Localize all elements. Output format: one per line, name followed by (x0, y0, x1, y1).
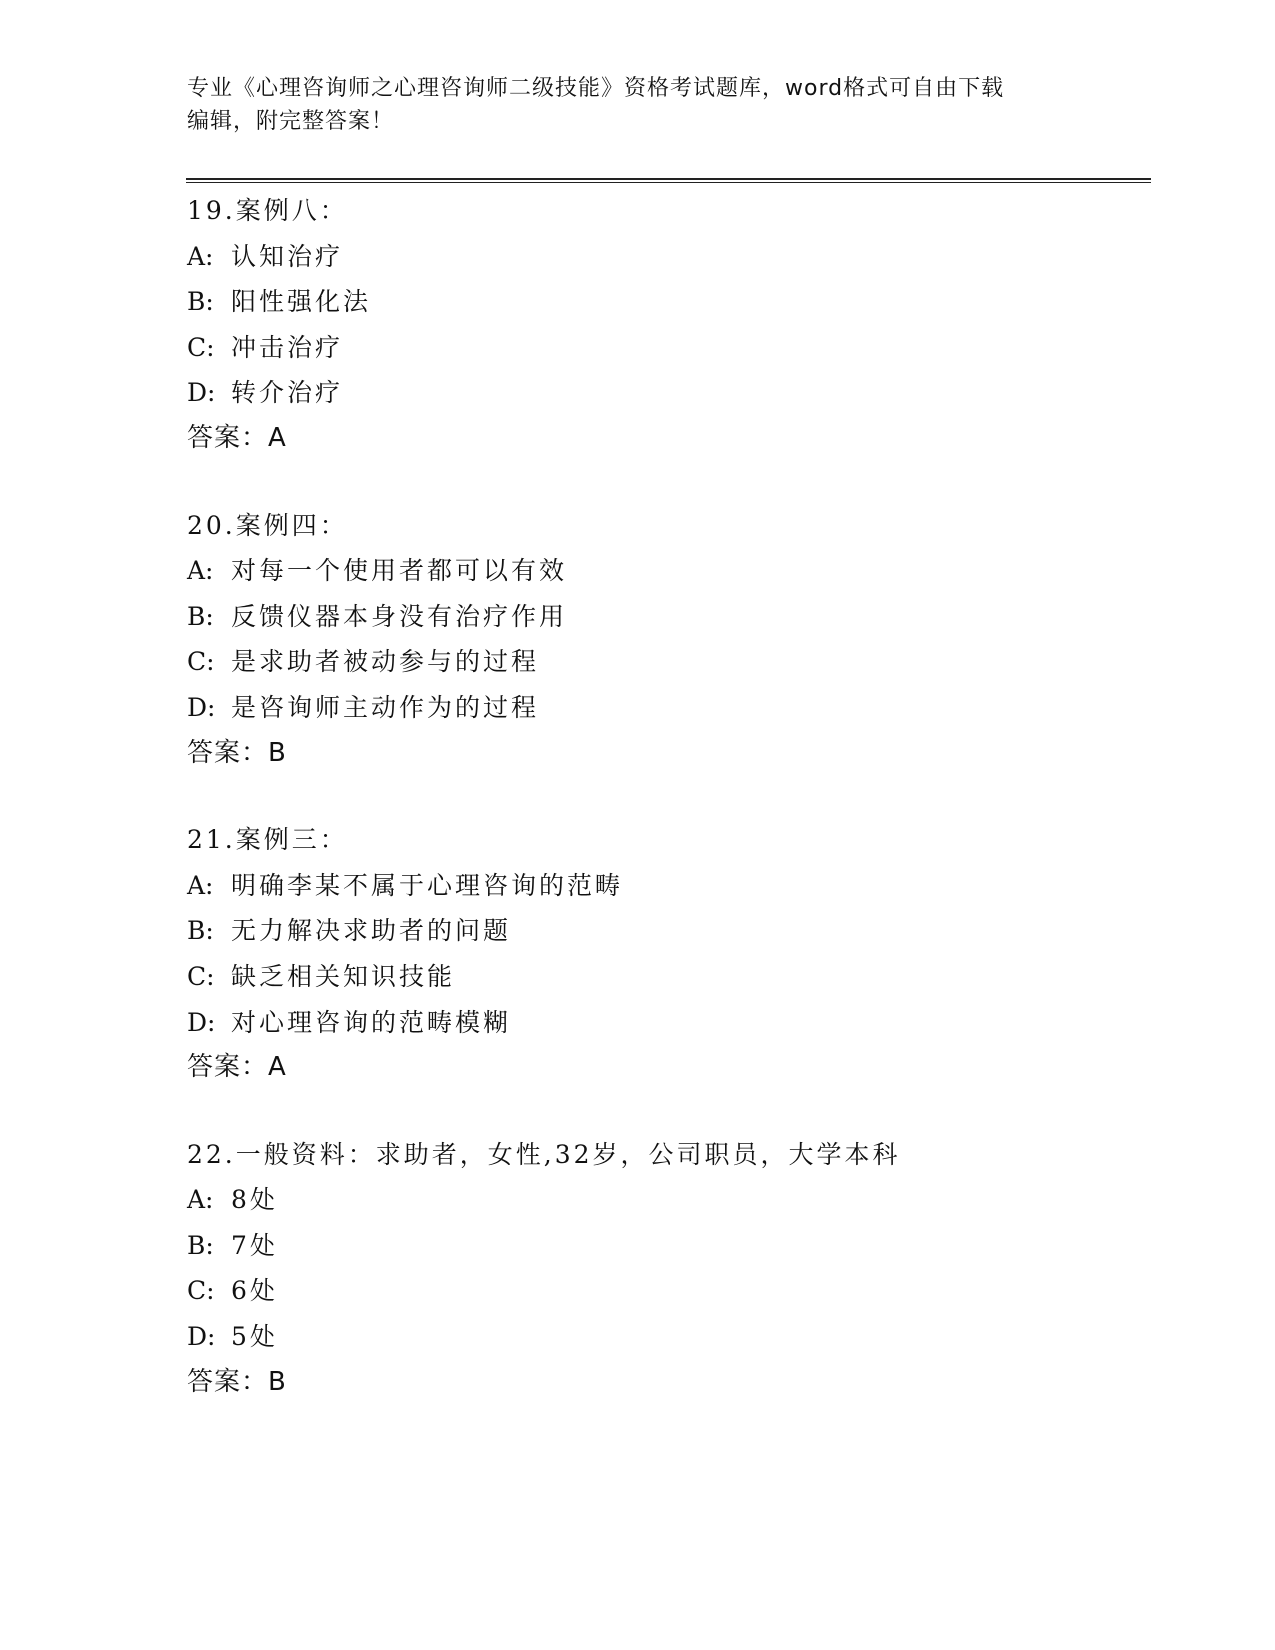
option-c (187, 1268, 1147, 1314)
option-a (187, 1177, 1147, 1223)
option-letter: C: (187, 961, 215, 991)
option-letter: D: (187, 1007, 216, 1037)
option-letter: B: (187, 1230, 214, 1260)
option-text: 冲击治疗 (231, 332, 344, 362)
option-text: 7处 (231, 1230, 278, 1260)
option-letter: C: (187, 647, 215, 677)
question-stem: 19.案例八： (187, 196, 348, 225)
option-letter: A: (187, 1185, 214, 1215)
option-b (187, 279, 1147, 325)
option-a (187, 234, 1147, 280)
option-text: 是求助者被动参与的过程 (231, 647, 540, 677)
header-divider-thin (186, 182, 1151, 183)
option-text: 对每一个使用者都可以有效 (231, 556, 568, 586)
question-19 (187, 188, 1147, 462)
option-letter: A: (187, 241, 214, 271)
option-d (187, 1314, 1147, 1360)
answer-label: 答案：A (187, 1052, 287, 1083)
option-a (187, 863, 1147, 909)
option-text: 无力解决求助者的问题 (231, 916, 512, 946)
question-stem: 21.案例三： (187, 825, 348, 855)
option-letter: C: (187, 1276, 215, 1306)
option-b (187, 594, 1147, 640)
option-letter: D: (187, 378, 216, 408)
option-text: 是咨询师主动作为的过程 (231, 692, 540, 722)
answer-label: 答案：A (187, 422, 287, 453)
option-text: 阳性强化法 (231, 287, 372, 317)
document-header (187, 72, 1067, 138)
option-letter: B: (187, 287, 214, 317)
question-21 (187, 817, 1147, 1091)
option-d (187, 685, 1147, 731)
question-20 (187, 503, 1147, 777)
option-b (187, 1223, 1147, 1269)
option-c (187, 954, 1147, 1000)
option-text: 明确李某不属于心理咨询的范畴 (231, 870, 624, 900)
option-d (187, 370, 1147, 416)
option-text: 8处 (231, 1185, 278, 1215)
option-text: 对心理咨询的范畴模糊 (231, 1007, 512, 1037)
option-letter: D: (187, 1322, 216, 1352)
option-a (187, 548, 1147, 594)
option-b (187, 908, 1147, 954)
option-text: 5处 (231, 1322, 278, 1352)
option-letter: A: (187, 870, 214, 900)
option-text: 转介治疗 (231, 378, 344, 408)
question-stem: 22.一般资料：求助者，女性,32岁，公司职员，大学本科 (187, 1139, 901, 1169)
header-line-2: 编辑，附完整答案！ (187, 109, 395, 134)
option-text: 缺乏相关知识技能 (231, 961, 456, 991)
option-text: 6处 (231, 1276, 278, 1306)
question-stem: 20.案例四： (187, 510, 348, 540)
option-letter: D: (187, 692, 216, 722)
option-letter: A: (187, 556, 214, 586)
option-text: 认知治疗 (231, 241, 344, 271)
question-22 (187, 1132, 1147, 1406)
answer-label: 答案：B (187, 1366, 287, 1397)
answer-label: 答案：B (187, 737, 287, 768)
option-c (187, 639, 1147, 685)
option-letter: B: (187, 601, 214, 631)
option-letter: C: (187, 332, 215, 362)
option-d (187, 1000, 1147, 1046)
header-divider-thick (186, 178, 1151, 180)
option-text: 反馈仪器本身没有治疗作用 (231, 601, 568, 631)
option-c (187, 325, 1147, 371)
header-line-1: 专业《心理咨询师之心理咨询师二级技能》资格考试题库，word格式可自由下载 (187, 76, 1005, 101)
question-list (187, 188, 1147, 1446)
option-letter: B: (187, 916, 214, 946)
